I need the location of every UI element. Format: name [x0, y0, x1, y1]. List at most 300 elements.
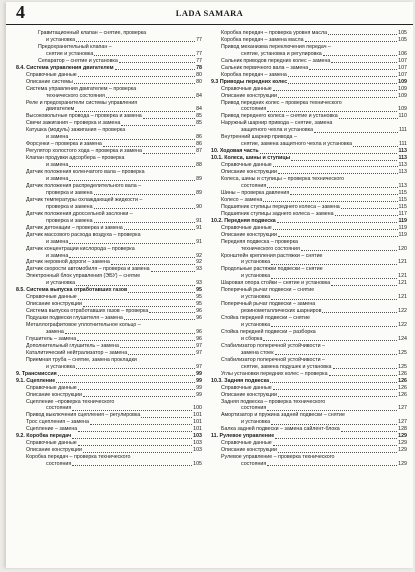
toc-entry-title: Предохранительный клапан –: [38, 43, 112, 50]
toc-entry-title: Справочные данные: [221, 162, 272, 169]
toc-page-number: 77: [196, 50, 202, 57]
dot-leader: [56, 382, 195, 383]
toc-entry-title: состояния: [46, 405, 72, 412]
toc-entry-title: Электронный блок управления (ЭБУ) – снятие: [26, 273, 141, 280]
toc-entry-title: Описание конструкции: [221, 231, 277, 238]
toc-entry: [211, 183, 407, 190]
toc-entry-title: Форсунки – проверка и замена: [26, 141, 102, 148]
toc-page-number: 124: [398, 335, 407, 342]
toc-entry-title: 10.2. Передняя подвеска: [211, 217, 276, 224]
toc-entry-title: Датчик положения распределительного вала –: [26, 182, 142, 189]
toc-entry-title: Справочные данные: [221, 440, 272, 447]
toc-page-number: 107: [398, 57, 407, 64]
toc-entry-title: и замена: [46, 176, 69, 183]
toc-page-number: 86: [196, 134, 202, 141]
toc-entry-title: 11. Рулевое управление: [211, 433, 275, 440]
toc-page-number: 113: [398, 155, 407, 162]
toc-page-number: 85: [196, 120, 202, 127]
toc-section-heading: [211, 433, 407, 440]
dot-leader: [143, 153, 195, 154]
toc-page-number: 96: [196, 328, 202, 335]
toc-entry-title: и установка: [241, 273, 271, 280]
dot-leader: [69, 166, 195, 167]
toc-page-number: 103: [193, 440, 202, 447]
toc-entry-title: замена стоек: [241, 349, 274, 356]
toc-entry-title: Описание конструкции: [221, 391, 277, 398]
toc-section-heading: [16, 371, 202, 378]
toc-entry: [211, 141, 407, 148]
toc-entry: [211, 336, 407, 343]
dot-leader: [94, 222, 196, 223]
toc-entry-title: Каталитический нейтрализатор – замена: [26, 349, 128, 356]
dot-leader: [323, 55, 397, 56]
toc-page-number: 96: [196, 308, 202, 315]
dot-leader: [111, 264, 195, 265]
dot-leader: [121, 125, 195, 126]
book-page: [6, 2, 413, 568]
toc-entry-title: Кронштейн крепления растяжки – снятие: [221, 252, 323, 259]
toc-page-number: 84: [196, 106, 202, 113]
toc-entry: [16, 113, 202, 120]
toc-entry: [16, 190, 202, 197]
dot-leader: [273, 166, 398, 167]
toc-entry-title: Приемная труба – снятие, замена прокладки: [26, 356, 137, 363]
toc-entry-title: Подушки подвески глушителя – замена: [26, 315, 123, 322]
dot-leader: [90, 424, 192, 425]
dot-leader: [83, 452, 192, 453]
toc-section-heading: [211, 79, 407, 86]
toc-entry: [16, 106, 202, 113]
toc-entry: [211, 385, 407, 392]
toc-section-heading: [16, 287, 202, 294]
toc-entry-title: Справочные данные: [221, 384, 272, 391]
dot-leader: [301, 250, 397, 251]
toc-entry-title: Трос сцепления – замена: [26, 419, 89, 426]
toc-entry-title: Катушка (модуль) зажигания – проверка: [26, 127, 126, 134]
toc-page-number: 87: [196, 148, 202, 155]
toc-page-number: 120: [398, 245, 407, 252]
toc-entry-title: Датчик массового расхода воздуха – проверка: [26, 231, 141, 238]
toc-entry-title: технического состояния: [46, 92, 105, 99]
dot-leader: [141, 417, 192, 418]
toc-entry-title: проверка и замена: [46, 217, 93, 224]
dot-leader: [263, 201, 397, 202]
toc-column-left: [16, 30, 202, 468]
toc-page-number: 89: [196, 176, 202, 183]
dot-leader: [149, 312, 195, 313]
dot-leader: [278, 396, 397, 397]
dot-leader: [69, 139, 195, 140]
toc-section-heading: [211, 378, 407, 385]
toc-entry-title: Сцепление – замена: [26, 426, 78, 433]
toc-entry: [16, 58, 202, 65]
dot-leader: [128, 354, 195, 355]
toc-entry-title: Сепаратор – снятие и установка: [38, 57, 118, 64]
toc-page-number: 101: [193, 419, 202, 426]
dot-leader: [275, 438, 397, 439]
toc-entry: [16, 37, 202, 44]
toc-entry-title: Привод механизма переключения передач –: [221, 43, 331, 50]
toc-entry: [211, 65, 407, 72]
toc-page-number: 117: [398, 210, 407, 217]
dot-leader: [271, 326, 397, 327]
dot-leader: [124, 229, 195, 230]
toc-page-number: 99: [196, 391, 202, 398]
toc-entry: [211, 225, 407, 232]
toc-entry-title: Датчик неровной дороги – замена: [26, 259, 110, 266]
toc-entry-title: 9. Трансмиссия: [16, 370, 57, 377]
toc-entry-title: Описание конструкции: [221, 92, 277, 99]
toc-entry-title: Свечи зажигания – проверка и замена: [26, 120, 121, 127]
toc-entry-title: состояния: [241, 405, 267, 412]
toc-entry-title: Описание конструкции: [26, 391, 82, 398]
dot-leader: [341, 431, 397, 432]
dot-leader: [328, 34, 397, 35]
toc-entry: [211, 461, 407, 468]
toc-entry: [16, 315, 202, 322]
toc-entry: [211, 86, 407, 93]
toc-entry-title: Передняя подвеска – проверка: [221, 238, 298, 245]
toc-entry-title: Описание конструкции: [221, 447, 277, 454]
toc-entry: [16, 218, 202, 225]
dot-leader: [69, 180, 195, 181]
dot-leader: [339, 118, 398, 119]
running-title: LADA SAMARA: [175, 8, 244, 18]
dot-leader: [267, 187, 397, 188]
toc-entry: [211, 37, 407, 44]
toc-entry: [16, 392, 202, 399]
toc-entry-title: 10.1. Колеса, шины и ступицы: [211, 155, 291, 162]
toc-page-number: 97: [196, 349, 202, 356]
toc-page-number: 111: [398, 127, 407, 134]
toc-page-number: 78: [196, 64, 202, 71]
toc-section-heading: [16, 65, 202, 72]
toc-section-heading: [16, 378, 202, 385]
toc-entry: [211, 232, 407, 239]
toc-page-number: 99: [196, 377, 202, 384]
dot-leader: [120, 347, 195, 348]
toc-entry-title: снятие и установка: [46, 50, 94, 57]
toc-entry-title: и замена: [46, 252, 69, 259]
toc-entry-title: Поперечный рычаг подвески – снятие: [221, 287, 315, 294]
toc-entry-title: Стойка передней подвески – снятие: [221, 315, 311, 322]
toc-entry-title: Металлографитовое уплотнительное кольцо –: [26, 322, 141, 329]
toc-page-number: 80: [196, 71, 202, 78]
toc-page-number: 121: [398, 259, 407, 266]
toc-entry-title: 9.3 Приводы передних колес: [211, 78, 288, 85]
toc-page-number: 107: [398, 71, 407, 78]
toc-entry-title: Балка задней подвески – замена сайлент-блока: [221, 426, 340, 433]
toc-entry: [211, 246, 407, 253]
toc-entry: [16, 148, 202, 155]
toc-entry: [211, 106, 407, 113]
toc-page-number: 95: [196, 287, 202, 294]
toc-page-number: 97: [196, 363, 202, 370]
toc-page-number: 91: [196, 224, 202, 231]
toc-entry: [211, 30, 407, 37]
toc-entry-title: Описание конструкции: [26, 301, 82, 308]
toc-entry: [16, 336, 202, 343]
dot-leader: [353, 146, 398, 147]
toc-page-number: 129: [398, 461, 407, 468]
toc-page-number: 126: [398, 377, 407, 384]
toc-entry-title: Датчик температуры охлаждающей жидкости –: [26, 196, 143, 203]
toc-entry-title: и установка: [241, 419, 271, 426]
toc-entry: [211, 93, 407, 100]
dot-leader: [288, 76, 397, 77]
dot-leader: [271, 278, 397, 279]
toc-entry: [16, 141, 202, 148]
toc-column-right: [211, 30, 407, 468]
toc-page-number: 126: [398, 391, 407, 398]
toc-entry-title: Регулятор холостого хода – проверка и замена: [26, 148, 142, 155]
toc-page-number: 105: [193, 461, 202, 468]
dot-leader: [305, 41, 398, 42]
dot-leader: [115, 69, 196, 70]
dot-leader: [333, 368, 398, 369]
dot-leader: [273, 389, 397, 390]
toc-entry-title: Подшипник ступицы переднего колеса – замена: [221, 203, 340, 210]
toc-page-number: 91: [196, 217, 202, 224]
toc-page-number: 109: [398, 85, 407, 92]
toc-entry-title: замена: [46, 328, 64, 335]
toc-entry: [16, 440, 202, 447]
toc-entry: [211, 350, 407, 357]
toc-entry-title: двигателем: [46, 106, 75, 113]
toc-page-number: 127: [398, 419, 407, 426]
dot-leader: [271, 424, 397, 425]
toc-entry-title: состояния: [241, 106, 267, 113]
toc-entry-title: Шины – проверка давления: [221, 189, 290, 196]
dot-leader: [76, 368, 195, 369]
toc-entry: [16, 239, 202, 246]
dot-leader: [72, 410, 192, 411]
toc-entry-title: и установка: [46, 36, 76, 43]
dot-leader: [267, 111, 397, 112]
toc-entry-title: Коробка передач – проверка технического: [26, 454, 131, 461]
toc-page-number: 89: [196, 189, 202, 196]
toc-entry-title: 9.2. Коробка передач: [16, 433, 72, 440]
toc-page-number: 110: [398, 113, 407, 120]
toc-page-number: 107: [398, 64, 407, 71]
dot-leader: [278, 452, 397, 453]
toc-page-number: 95: [196, 294, 202, 301]
toc-entry-title: резинометаллических шарниров: [241, 308, 322, 315]
toc-entry-title: 10.3. Задняя подвеска: [211, 377, 270, 384]
dot-leader: [58, 375, 195, 376]
toc-section-heading: [16, 433, 202, 440]
toc-page-number: 100: [193, 405, 202, 412]
dot-leader: [309, 69, 397, 70]
dot-leader: [277, 222, 398, 223]
dot-leader: [119, 62, 195, 63]
toc-page-number: 86: [196, 141, 202, 148]
toc-entry: [16, 329, 202, 336]
toc-entry-title: Система выпуска отработавших газов – проверка: [26, 308, 149, 315]
toc-entry-title: Коробка передач – замена: [221, 71, 287, 78]
dot-leader: [75, 111, 195, 112]
toc-page-number: 119: [398, 217, 407, 224]
dot-leader: [273, 445, 397, 446]
toc-page-number: 121: [398, 280, 407, 287]
toc-page-number: 96: [196, 315, 202, 322]
toc-entry-title: и установка: [241, 294, 271, 301]
toc-page-number: 111: [398, 141, 407, 148]
toc-page-number: 77: [196, 57, 202, 64]
dot-leader: [267, 465, 397, 466]
toc-page-number: 119: [398, 231, 407, 238]
toc-entry-title: Амортизатор и пружина задней подвески – снятие: [221, 412, 345, 419]
toc-page-number: 80: [196, 78, 202, 85]
toc-entry-title: Глушитель – замена: [26, 335, 77, 342]
toc-entry-title: 9.1. Сцепление: [16, 377, 56, 384]
toc-entry-title: и сборка: [241, 335, 263, 342]
toc-entry-title: Шаровая опора стойки – снятие и установка: [221, 280, 331, 287]
dot-leader: [270, 382, 397, 383]
toc-entry: [16, 225, 202, 232]
dot-leader: [94, 208, 196, 209]
toc-entry-title: Клапан продувки адсорбера – проверка: [26, 155, 125, 162]
toc-entry-title: Подшипник ступицы заднего колеса – замена: [221, 210, 334, 217]
toc-page-number: 113: [398, 148, 407, 155]
toc-page-number: 126: [398, 370, 407, 377]
toc-entry-title: Колесо – замена: [221, 196, 263, 203]
toc-entry-title: Описание конструкции: [26, 447, 82, 454]
toc-entry: [211, 322, 407, 329]
dot-leader: [69, 257, 195, 258]
toc-entry: [211, 447, 407, 454]
toc-entry-title: Справочные данные: [26, 294, 77, 301]
dot-leader: [143, 118, 195, 119]
toc-entry-title: и установка: [46, 280, 76, 287]
toc-entry: [211, 58, 407, 65]
toc-entry-title: состояния: [241, 461, 267, 468]
dot-leader: [288, 83, 397, 84]
toc-entry: [16, 343, 202, 350]
dot-leader: [94, 55, 195, 56]
toc-entry: [16, 79, 202, 86]
dot-leader: [331, 285, 397, 286]
toc-entry-title: Сальник первичного вала – замена: [221, 64, 309, 71]
toc-page-number: 105: [398, 30, 407, 36]
dot-leader: [273, 229, 398, 230]
toc-entry-title: Стабилизатор поперечной устойчивости –: [221, 342, 325, 349]
toc-entry: [211, 72, 407, 79]
dot-leader: [83, 396, 195, 397]
toc-entry-title: 10. Ходовая часть: [211, 148, 259, 155]
dot-leader: [128, 292, 195, 293]
dot-leader: [78, 76, 195, 77]
toc-page-number: 115: [398, 189, 407, 196]
toc-entry: [211, 197, 407, 204]
dot-leader: [329, 375, 398, 376]
toc-page-number: 93: [196, 280, 202, 287]
dot-leader: [271, 264, 397, 265]
dot-leader: [291, 160, 397, 161]
dot-leader: [341, 208, 398, 209]
dot-leader: [72, 438, 192, 439]
toc-section-heading: [211, 155, 407, 162]
toc-entry-title: Справочные данные: [26, 384, 77, 391]
dot-leader: [335, 215, 398, 216]
dot-leader: [76, 41, 195, 42]
dot-leader: [65, 333, 195, 334]
dot-leader: [83, 306, 195, 307]
toc-section-heading: [211, 148, 407, 155]
toc-entry-title: Датчик положения коленчатого вала – проверка: [26, 169, 145, 176]
toc-entry: [16, 294, 202, 301]
toc-entry: [16, 134, 202, 141]
toc-entry-title: Сцепление –проверка технического: [26, 398, 115, 405]
toc-entry-title: и замена: [46, 238, 69, 245]
toc-entry: [16, 259, 202, 266]
toc-entry: [211, 204, 407, 211]
toc-entry: [16, 385, 202, 392]
toc-entry-title: Описание системы: [26, 78, 73, 85]
toc-entry-title: Углы установки передних колес – проверка: [221, 370, 328, 377]
toc-entry: [211, 371, 407, 378]
toc-page-number: 121: [398, 273, 407, 280]
toc-page-number: 95: [196, 301, 202, 308]
toc-entry-title: защитного чехла и установка: [241, 127, 314, 134]
dot-leader: [72, 465, 192, 466]
toc-page-number: 85: [196, 113, 202, 120]
toc-entry-title: 8.5. Система выпуска отработавших газов: [16, 287, 128, 294]
toc-page-number: 113: [398, 182, 407, 189]
toc-entry-title: Датчик концентрации кислорода – проверка: [26, 245, 135, 252]
toc-page-number: 129: [398, 440, 407, 447]
toc-page-number: 92: [196, 259, 202, 266]
toc-entry: [16, 176, 202, 183]
toc-page-number: 93: [196, 266, 202, 273]
toc-page-number: 125: [398, 363, 407, 370]
dot-leader: [151, 271, 195, 272]
toc-entry-title: Стойка передней подвески – разборка: [221, 328, 316, 335]
toc-entry-title: и установка: [241, 322, 271, 329]
toc-page-number: 99: [196, 370, 202, 377]
toc-page-number: 109: [398, 92, 407, 99]
toc-entry: [16, 461, 202, 468]
toc-entry-title: Задняя подвеска – проверка технического: [221, 398, 326, 405]
toc-page-number: 105: [398, 36, 407, 43]
toc-entry-title: Поперечный рычаг подвески – замена: [221, 301, 316, 308]
toc-entry-title: и замена: [46, 134, 69, 141]
toc-entry-title: состояния: [46, 461, 72, 468]
dot-leader: [94, 194, 196, 195]
dot-leader: [278, 97, 397, 98]
toc-entry-title: проверка и замена: [46, 189, 93, 196]
toc-entry: [16, 308, 202, 315]
toc-entry-title: Стабилизатор поперечной устойчивости –: [221, 356, 325, 363]
toc-entry-title: Система управления двигателем – проверка: [26, 85, 137, 92]
toc-entry-title: Описание конструкции: [221, 169, 277, 176]
dot-leader: [263, 340, 397, 341]
toc-page-number: 99: [196, 384, 202, 391]
dot-leader: [331, 62, 397, 63]
toc-entry: [16, 51, 202, 58]
toc-entry: [16, 364, 202, 371]
toc-page-number: 119: [398, 224, 407, 231]
toc-entry-title: и установка: [241, 259, 271, 266]
dot-leader: [78, 299, 195, 300]
toc-page-number: 90: [196, 203, 202, 210]
toc-entry-title: Датчик скорости автомобиля – проверка и замена: [26, 266, 150, 273]
toc-entry: [16, 72, 202, 79]
toc-entry: [211, 211, 407, 218]
toc-page-number: 101: [193, 412, 202, 419]
toc-page-number: 91: [196, 238, 202, 245]
toc-entry: [16, 447, 202, 454]
